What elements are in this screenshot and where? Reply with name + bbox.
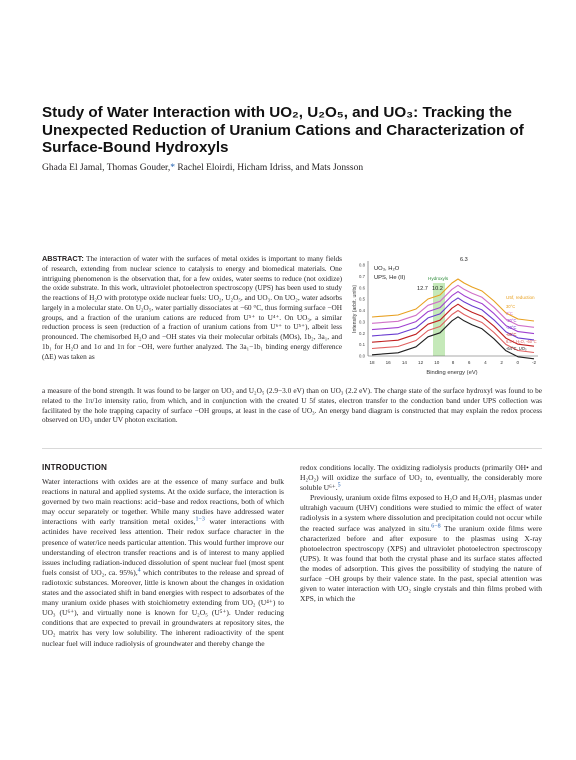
peak-label-2: 12.7 [417,286,428,292]
toc-ylabel: Intensity (arbit. units) [352,284,358,333]
abstract-text-full: a measure of the bond strength. It was found to be larger on UO₂ and U₂O₅ (2.9−3.0 eV) than on UO₃ (2.2 eV). The charge state of the surface hydroxyl was found to be related to the 1π/1σ intensity ratio, from which, and in conjunction with the created U 5f states, electron transfer to the conduction band under UPS collection was facilitated by the hole trapping capacity of surface −OH groups, at least in the case of UO₃. An energy band diagram is constructed that may explain the redox process observed on UO₃ under UV photon excitation. [42,386,542,425]
y-tick-label: 0.4 [359,308,365,313]
ref-link-2[interactable]: 4 [137,567,141,574]
toc-xlabel: Binding energy (eV) [426,370,478,376]
intro-text-6: The uranium oxide films were characterized before and after exposure to the plasmas using X-ray photoelectron spectroscopy (XPS) and ultraviolet photoelectron spectroscopy (UPS). It was found that both the crystal phase and its surface states affected the modes of adsorption. This gives the possibility of studying the nature of surface −OH groups by their valence state. In the past, special attention was given to water interaction with UO₂ single crystals and thin films probed with XPS, in which the [300,523,543,604]
intro-column-right [300,463,542,604]
toc-graphic-svg [348,253,543,385]
intro-paragraph-1 [42,477,284,649]
x-tick-label: 6 [467,360,471,365]
x-tick-label: 0 [516,360,520,365]
x-tick-label: 2 [500,360,503,365]
intro-text-1: Water interactions with oxides are at the essence of many surface and bulk reactions in natural and applied systems. At the oxide surface, the interaction is governed by two main reactions: acid−base and redox reactions, both of which may occur separately or together. While many studies have addressed water interactions with early transition metal oxides, [42,477,284,527]
legend-entry: -20°C [506,318,517,323]
section-divider [42,448,542,449]
x-tick-label: 16 [385,360,391,365]
legend-entry: -64°C, UO₃ [506,346,527,351]
intro-text-3: which contributes to the release and spread of radiotoxic substances. Moreover, little is known about the changes in oxidation states and the associated shift in band energies with respect to adsorbates of the many uranium oxide phases with stoichiometry extending from UO₂ (U⁴⁺) to UO₃ (U⁶⁺), and virtually none is known for U₂O₅ (U⁵⁺). Under reducing conditions that are expected to prevail in groundwaters at repository sites, the UO₂ matrix has very low solubility. The inherent radioactivity of the spent nuclear fuel will induce radiolysis of groundwater and thereby change the [42,567,284,648]
y-tick-label: 0.3 [359,319,365,325]
y-tick-label: 0.0 [359,353,365,359]
intro-text-5: Previously, uranium oxide films exposed to H₂O and H₂O/H₂ plasmas under ultrahigh vacuum (UHV) conditions were studied to mimic the effect of water radiolysis in a system where dissolution and precipitation could not occur while the reacted surface was analyzed in situ. [300,493,542,533]
y-tick-label: 0.2 [359,330,365,336]
abstract-text-wrapped: The interaction of water with the surfaces of metal oxides is important to many fields of research, extending from nuclear science to catalysis to energy and biomedical materials. One intriguing phenomenon is the observation that, for a few oxides, water seems to reduce (not oxidize) the oxide substrate. In this work, ultraviolet photoelectron spectroscopy (UPS) has been used to study the reactions of H₂O with prototype oxide nuclear fuels: UO₂, U₂O₅, and UO₃. On UO₂, water adsorbs largely in a molecular state. On U₂O₅, water partially dissociates at −60 °C, thus forming surface −OH groups, and a fraction of the uranium cations are reduced from U⁵⁺ to U⁴⁺. On UO₃, a similar reduction process is seen (reduction of a fraction of uranium cations from U⁶⁺ to U⁵⁺), albeit less pronounced. The chemisorbed H₂O and −OH states via their molecular orbitals (MOs), 1b₂, 3a₁, and 1b₁ for H₂O and 1σ and 1π for −OH, were further analyzed. The 3a₁−1b₁ binding energy difference (ΔE) was taken as [42,254,342,361]
legend-entry: 0°C [506,311,513,316]
author-list [42,162,522,174]
intro-text-4: redox conditions locally. The oxidizing radiolysis products (primarily OH• and H₂O₂) will oxidize the surface of UO₂ to, eventually, the considerably more soluble U⁶⁺. [300,463,542,493]
legend-entry: 6.4 L H₂O, -60°C [506,339,537,344]
toc-graphic [348,253,543,385]
x-tick-label: -2 [531,360,537,365]
x-tick-label: 4 [484,360,487,365]
legend-entry: -40°C [506,325,517,330]
x-tick-label: 12 [418,360,424,365]
authors-part-2: Rachel Eloirdi, Hicham Idriss, and Mats Jonsson [177,163,364,173]
peak-label-1: 6.3 [460,257,468,263]
abstract-lead: ABSTRACT: [42,254,84,263]
intro-heading: INTRODUCTION [42,463,108,472]
peak-label-3: 10.2 [432,286,443,292]
paper-title: Study of Water Interaction with UO₂, U₂O₅, and UO₃: Tracking the Unexpected Reduction of Uranium Cations and Characterization of Surface-Bound Hydroxyls [42,104,524,157]
x-tick-label: 8 [451,360,455,365]
intro-column-left [42,477,284,649]
x-tick-label: 18 [369,360,375,365]
intro-paragraph-2 [300,463,542,493]
abstract-wrapped [42,254,342,361]
intro-text-2: water interactions with actinides have received less attention. Their redox surface character in the presence of water/ice needs particular attention. This would further improve our understanding of electron transfer reactions and is of interest to many applied issues including radiation-induced dissolution of spent nuclear fuel (most spent fuels consist of UO₂, ca. 95%), [42,517,284,577]
abstract-continued [42,386,542,425]
legend-entry: 30°C [506,304,516,309]
y-tick-label: 0.7 [359,273,365,279]
y-tick-label: 0.8 [359,262,365,268]
corresponding-author-mark[interactable]: * [170,163,175,173]
toc-title-2: UPS, He (II) [374,275,406,281]
x-tick-label: 10 [434,360,440,365]
hydroxyl-label: Hydroxyls [428,276,449,281]
y-tick-label: 0.1 [359,342,365,348]
hydroxyl-band [433,283,445,356]
intro-paragraph-3 [300,493,542,604]
y-tick-label: 0.5 [359,296,365,302]
y-tick-label: 0.6 [359,285,365,291]
authors-part-1: Ghada El Jamal, Thomas Gouder, [42,163,171,173]
u5f-annotation: U5f, reduction [506,295,535,300]
x-tick-label: 14 [401,360,407,365]
ref-link-1[interactable]: 1−3 [195,516,205,523]
ref-link-3[interactable]: 5 [337,482,341,489]
toc-title-1: UO₃, H₂O [374,266,400,272]
legend-entry: -60°C [506,332,517,337]
ref-link-4[interactable]: 6−8 [431,523,441,530]
